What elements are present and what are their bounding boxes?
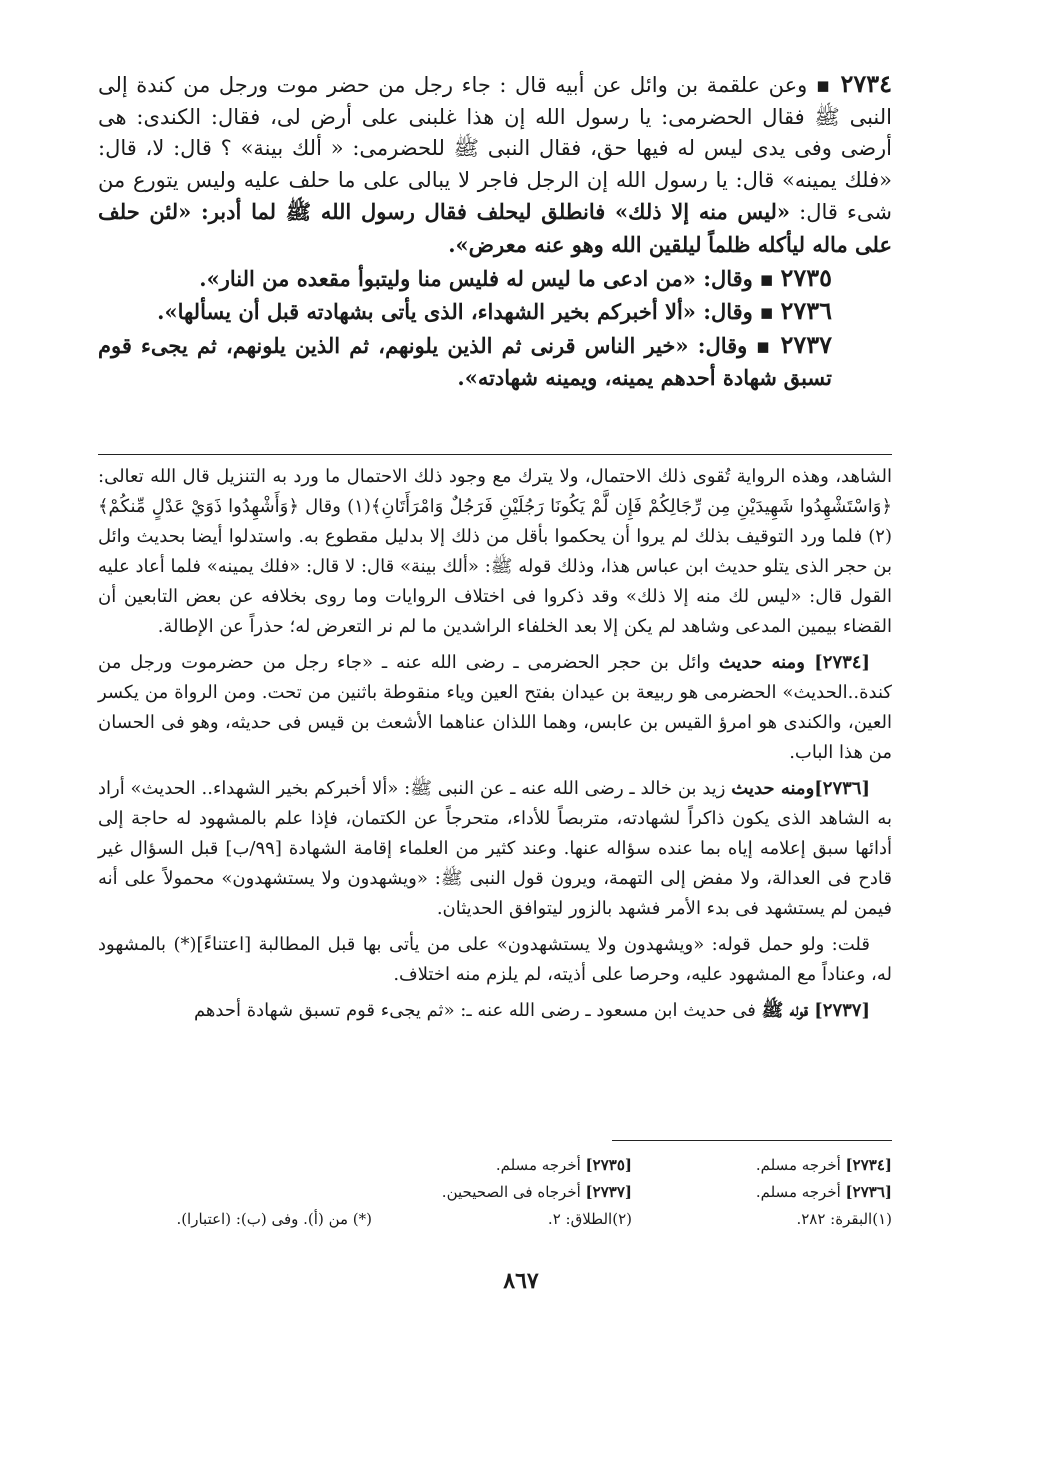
hadith-number: ٢٧٣٤ xyxy=(840,69,892,98)
bullet: ▪ xyxy=(759,266,774,291)
commentary-paragraph: [٢٧٣٦]ومنه حديث زيد بن خالد ـ رضى الله عنه ـ عن النبى ﷺ: «ألا أخبركم بخير الشهداء.. الحديث» أراد به الشاهد الذى يكون ذاكراً لشهادته، متربصاً للأداء، متحرجاً عن الكتمان، فإذا علم بالمشهود له حاجة إلى أدائها سبق إعلامه إياه بما عنده سؤاله عنها. وعند كثير من العلماء إقامة الشهادة [٩٩/ب] قبل السؤال غير قادح فى العدالة، ولا مفض إلى التهمة، ويرون قول النبى ﷺ: «ويشهدون ولا يستشهدون» محمولاً على أنه فيمن لم يستشهد فى بدء الأمر فشهد بالزور ليتوافق الحديثان. xyxy=(98,778,892,919)
footnote: [٢٧٣٦] أخرجه مسلم. xyxy=(755,1183,892,1201)
hadith-2736: ٢٧٣٦ ▪ وقال: «ألا أخبركم بخير الشهداء، الذى يأتى بشهادته قبل أن يسألها». xyxy=(157,296,832,326)
commentary-paragraph: قلت: ولو حمل قوله: «ويشهدون ولا يستشهدون» على من يأتى بها قبل المطالبة [اعتناءً](*) بالمشهود له، وعناداً مع المشهود عليه، وحرصا على أذيته، لم يلزم منه اختلاف. xyxy=(98,934,892,985)
footnote-row xyxy=(150,1179,892,1206)
hadith-number: ٢٧٣٥ xyxy=(780,262,832,292)
bullet: ▪ xyxy=(759,300,774,325)
hadith-2737: ٢٧٣٧ ▪ وقال: «خير الناس قرنى ثم الذين يلونهم، ثم الذين يلونهم، ثم يجىء قوم تسبق شهادة أحدهم يمينه، ويمينه شهادته». xyxy=(98,329,832,391)
page-number: ٨٦٧ xyxy=(503,1268,539,1294)
footnote: [٢٧٣٤] أخرجه مسلم. xyxy=(755,1156,892,1174)
commentary-paragraph: [٢٧٣٧] قوله ﷺ فى حديث ابن مسعود ـ رضى الله عنه ـ: «ثم يجىء قوم تسبق شهادة أحدهم xyxy=(193,1000,870,1021)
footnote-row xyxy=(150,1206,892,1233)
footnote-row xyxy=(150,1152,892,1179)
footnote: (*) من (أ). وفى (ب): (اعتبارا). xyxy=(176,1210,372,1228)
footnote: (١)البقرة: ٢٨٢. xyxy=(796,1210,892,1228)
footnotes xyxy=(150,1152,892,1233)
hadith-text-block xyxy=(98,68,892,395)
commentary-block xyxy=(98,462,892,1032)
hadith-2734: ٢٧٣٤ ▪ وعن علقمة بن وائل عن أبيه قال : جاء رجل من حضر موت ورجل من كندة إلى النبى ﷺ فقال الحضرمى: يا رسول الله إن هذا غلبنى على أرض لى، فقال: الكندى: هى أرضى وفى يدى ليس له فيها حق، فقال النبى ﷺ للحضرمى: « ألك بينة» ؟ قال: لا، قال: «فلك يمينه» قال: يا رسول الله إن الرجل فاجر لا يبالى على ما حلف عليه وليس يتورع من شىء قال: «ليس منه إلا ذلك» فانطلق ليحلف فقال رسول الله ﷺ لما أدبر: «لئن حلف على ماله ليأكله ظلماً ليلقين الله وهو عنه معرض». xyxy=(98,69,893,257)
bullet: ▪ xyxy=(755,333,772,358)
footnote: [٢٧٣٧] أخرجاه فى الصحيحين. xyxy=(441,1183,632,1201)
hadith-number: ٢٧٣٦ xyxy=(780,296,832,326)
commentary-paragraph: [٢٧٣٤] ومنه حديث وائل بن حجر الحضرمى ـ رضى الله عنه ـ «جاء رجل من حضرموت ورجل من كندة..الحديث» الحضرمى هو ربيعة بن عيدان بفتح العين وياء منقوطة باثنين من تحت. ومن الرواة من يكسر العين، والكندى هو امرؤ القيس بن عابس، وهما اللذان عناهما الأشعث بن قيس فى حديثه، وهو فى الحسان من هذا الباب. xyxy=(98,652,892,763)
footnote-divider xyxy=(612,1140,892,1141)
footnote: [٢٧٣٥] أخرجه مسلم. xyxy=(495,1156,632,1174)
hadith-2735: ٢٧٣٥ ▪ وقال: «من ادعى ما ليس له فليس منا وليتبوأ مقعده من النار». xyxy=(199,262,832,292)
hadith-number: ٢٧٣٧ xyxy=(780,329,832,359)
main-divider xyxy=(98,454,892,455)
bullet: ▪ xyxy=(815,73,832,97)
commentary-paragraph: الشاهد، وهذه الرواية تُقوى ذلك الاحتمال، ولا يترك مع وجود ذلك الاحتمال ما ورد به التنزيل قال الله تعالى: ﴿وَاسْتَشْهِدُوا شَهِيدَيْنِ مِن رِّجَالِكُمْ فَإِن لَّمْ يَكُونَا رَجُلَيْنِ فَرَجُلٌ وَامْرَأَتَانِ﴾(١) وقال ﴿وَأَشْهِدُوا ذَوَيْ عَدْلٍ مِّنكُمْ﴾(٢) فلما ورد التوقيف بذلك لم يروا أن يحكموا بأقل من ذلك إلا بدليل مقطوع به. واستدلوا أيضا بحديث وائل بن حجر الذى يتلو حديث ابن عباس هذا، وذلك قوله ﷺ: «ألك بينة» قال: لا قال: «فلك يمينه» فلما أعاد عليه القول قال: «ليس لك منه إلا ذلك» وقد ذكروا فى اختلاف الروايات وما روى بخلافه عن بعض التابعين أن القضاء بيمين المدعى وشاهد لم يكن إلا بعد الخلفاء الراشدين ما لم نر التعرض له؛ حذراً عن الإطالة. xyxy=(98,466,892,637)
footnote: (٢)الطلاق: ٢. xyxy=(547,1210,632,1228)
